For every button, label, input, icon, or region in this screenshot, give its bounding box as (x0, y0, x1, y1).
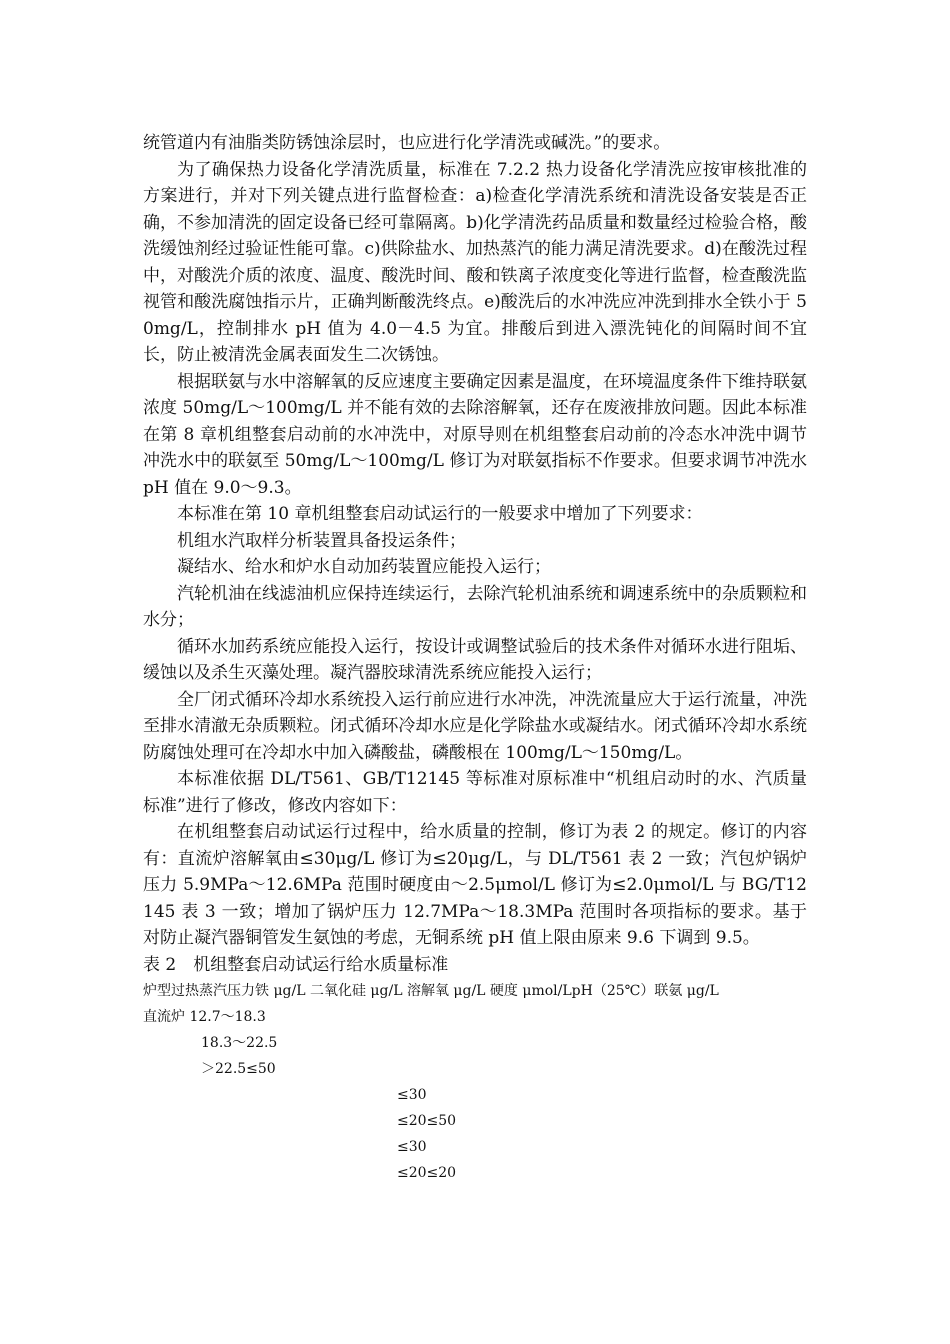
paragraph: 循环水加药系统应能投入运行，按设计或调整试验后的技术条件对循环水进行阻垢、缓蚀以及杀生灭藻处理。凝汽器胶球清洗系统应能投入运行； (143, 636, 807, 683)
paragraph: 根据联氨与水中溶解氧的反应速度主要确定因素是温度，在环境温度条件下维持联氨浓度 50mg/L～100mg/L 并不能有效的去除溶解氧，还存在废液排放问题。因此本标准在第 8 章机组整套启动前的水冲洗中，对原导则在机组整套启动前的冷态水冲洗中调节冲洗水中的联氨至 50mg/L～100mg/L 修订为对联氨指标不作要求。但要求调节冲洗水 pH 值在 9.0～9.3。 (143, 371, 807, 498)
paragraph: 汽轮机油在线滤油机应保持连续运行，去除汽轮机油系统和调速系统中的杂质颗粒和水分； (143, 583, 807, 630)
paragraph: 本标准在第 10 章机组整套启动试运行的一般要求中增加了下列要求： (177, 504, 703, 524)
table-row: ≤20≤20 (397, 1165, 457, 1181)
table-row: ≤30 (397, 1087, 427, 1103)
paragraph: 凝结水、给水和炉水自动加药装置应能投入运行； (177, 557, 551, 577)
document-body (143, 130, 807, 1186)
paragraph: 为了确保热力设备化学清洗质量，标准在 7.2.2 热力设备化学清洗应按审核批准的方案进行，并对下列关键点进行监督检查：a)检查化学清洗系统和清洗设备安装是否正确，不参加清洗的固定设备已经可靠隔离。b)化学清洗药品质量和数量经过检验合格，酸洗缓蚀剂经过验证性能可靠。c)供除盐水、加热蒸汽的能力满足清洗要求。d)在酸洗过程中，对酸洗介质的浓度、温度、酸洗时间、酸和铁离子浓度变化等进行监督，检查酸洗监视管和酸洗腐蚀指示片，正确判断酸洗终点。e)酸洗后的水冲洗应冲洗到排水全铁小于 50mg/L，控制排水 pH 值为 4.0－4.5 为宜。排酸后到进入漂洗钝化的间隔时间不宜长，防止被清洗金属表面发生二次锈蚀。 (143, 159, 807, 365)
table-header-row: 炉型过热蒸汽压力铁 μg/L 二氧化硅 μg/L 溶解氧 μg/L 硬度 μmol/LpH（25℃）联氨 μg/L (143, 983, 719, 999)
table-row: 18.3～22.5 (201, 1035, 278, 1051)
table-body (143, 1004, 807, 1186)
paragraph-list (143, 130, 807, 952)
paragraph: 统管道内有油脂类防锈蚀涂层时，也应进行化学清洗或碱洗。”的要求。 (143, 133, 671, 153)
table-row: ≤30 (397, 1139, 427, 1155)
paragraph: 机组水汽取样分析装置具备投运条件； (177, 530, 466, 551)
paragraph: 全厂闭式循环冷却水系统投入运行前应进行水冲洗，冲洗流量应大于运行流量，冲洗至排水清澈无杂质颗粒。闭式循环冷却水应是化学除盐水或凝结水。闭式循环冷却水系统防腐蚀处理可在冷却水中加入磷酸盐，磷酸根在 100mg/L～150mg/L。 (143, 689, 807, 763)
table-caption: 表 2 机组整套启动试运行给水质量标准 (143, 954, 449, 975)
table-row: 直流炉 12.7～18.3 (143, 1009, 266, 1025)
table-row: ＞22.5≤50 (201, 1061, 276, 1077)
paragraph: 本标准依据 DL/T561、GB/T12145 等标准对原标准中“机组启动时的水、汽质量标准”进行了修改，修改内容如下： (143, 769, 807, 816)
table-row: ≤20≤50 (397, 1113, 457, 1129)
paragraph: 在机组整套启动试运行过程中，给水质量的控制，修订为表 2 的规定。修订的内容有：直流炉溶解氧由≤30μg/L 修订为≤20μg/L，与 DL/T561 表 2 一致；汽包炉锅炉压力 5.9MPa～12.6MPa 范围时硬度由～2.5μmol/L 修订为≤2.0μmol/L 与 BG/T12145 表 3 一致；增加了锅炉压力 12.7MPa～18.3MPa 范围时各项指标的要求。基于对防止凝汽器铜管发生氨蚀的考虑，无铜系统 pH 值上限由原来 9.6 下调到 9.5。 (143, 822, 807, 948)
